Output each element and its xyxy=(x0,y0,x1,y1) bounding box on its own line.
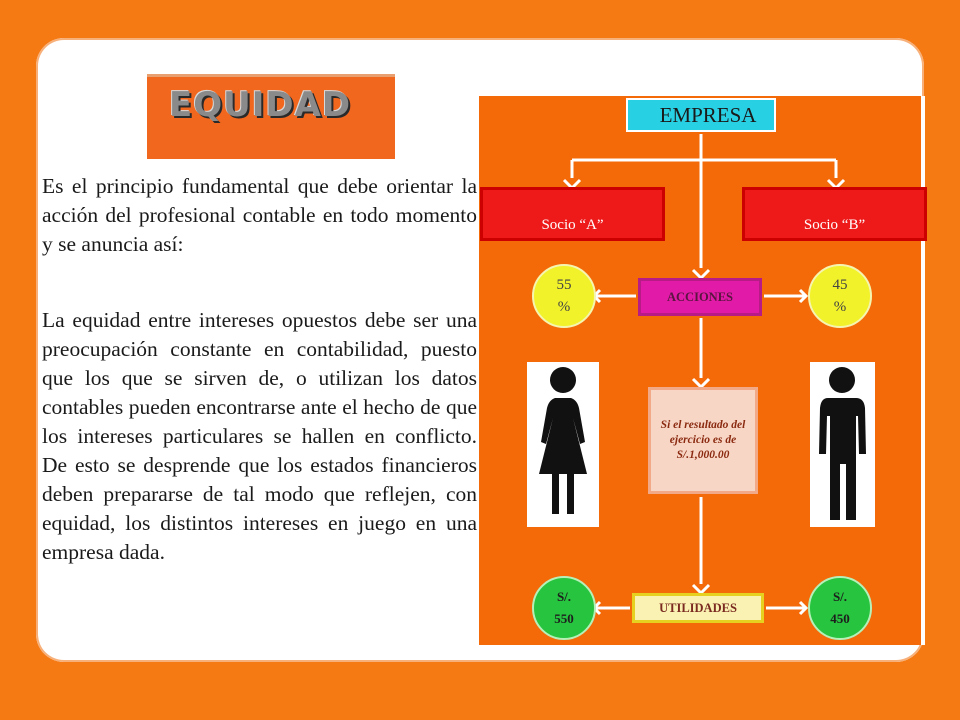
empresa-branch-line xyxy=(572,134,836,178)
socio-b-box: Socio “B” xyxy=(742,187,927,241)
empresa-box: EMPRESA xyxy=(626,98,776,132)
percent-b-sign: % xyxy=(833,299,847,315)
percent-a-value: 55 xyxy=(556,277,572,293)
woman-figure-icon xyxy=(527,362,599,527)
utilidades-box: UTILIDADES xyxy=(632,593,764,623)
arrow-amount-b xyxy=(766,602,806,614)
amount-a-value: 550 xyxy=(554,611,574,626)
socio-a-box: Socio “A” xyxy=(480,187,665,241)
arrow-pct-b xyxy=(764,290,806,302)
amount-b-circle xyxy=(808,576,872,640)
acciones-box: ACCIONES xyxy=(638,278,762,316)
resultado-box: Si el resultado del ejercicio es de S/.1,000.00 xyxy=(648,387,758,494)
slide-title: EQUIDAD xyxy=(169,85,352,125)
arrow-utilidades xyxy=(693,585,709,593)
intro-paragraph: Es el principio fundamental que debe orientar la acción del profesional contable en todo momento y se anuncia así: xyxy=(42,174,477,256)
percent-a-sign: % xyxy=(557,299,571,315)
body-paragraph: La equidad entre intereses opuestos debe ser una preocupación constante en contabilidad, puesto que los que se sirven de, o utilizan los datos contables pueden encontrarse ante el hecho de que los intereses particulares se hallen en conflicto. De esto se desprende que los estados financieros deben prepararse de tal modo que reflejen, con equidad, los distintos intereses en juego en una empresa dada. xyxy=(42,308,477,564)
arrow-pct-a xyxy=(594,290,636,302)
percent-a-circle xyxy=(532,264,596,328)
percent-b-value: 45 xyxy=(832,277,848,293)
arrow-amount-a xyxy=(594,602,630,614)
amount-b-currency: S/. xyxy=(832,589,848,604)
amount-a-circle xyxy=(532,576,596,640)
man-figure-icon xyxy=(810,362,875,527)
arrow-resultado xyxy=(693,379,709,387)
amount-b-value: 450 xyxy=(830,611,850,626)
percent-b-circle xyxy=(808,264,872,328)
amount-a-currency: S/. xyxy=(556,589,572,604)
arrow-acciones xyxy=(693,270,709,278)
